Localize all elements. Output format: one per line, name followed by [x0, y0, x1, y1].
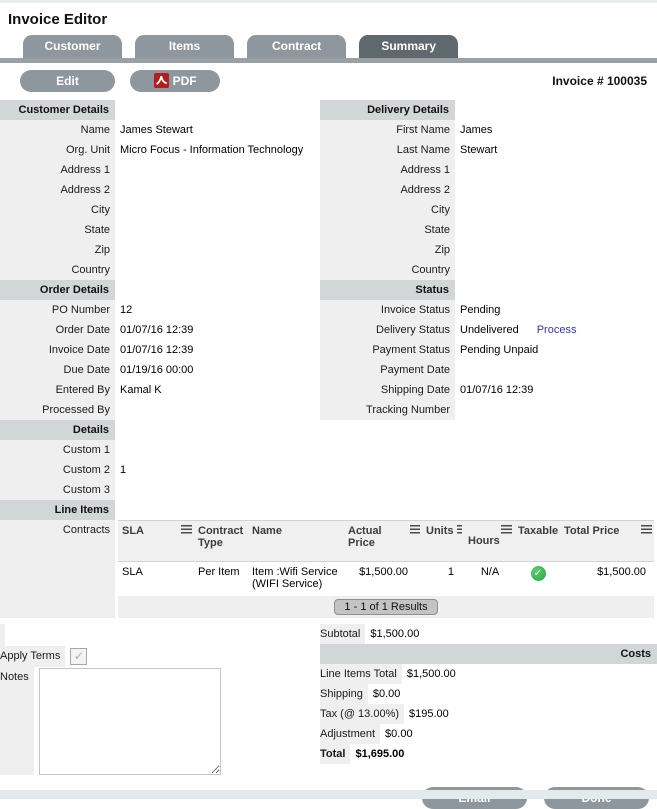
- order-details-header: Order Details: [0, 280, 115, 300]
- cost-row: [320, 744, 657, 764]
- field-label: Custom 1: [0, 440, 115, 460]
- cost-value: $0.00: [385, 728, 413, 740]
- field-row: [0, 260, 318, 280]
- cell-name: Item :Wifi Service (WIFI Service): [248, 562, 344, 595]
- field-row: [0, 200, 318, 220]
- table-row[interactable]: [118, 562, 654, 595]
- field-label: Order Date: [0, 320, 115, 340]
- field-value: 1: [120, 464, 127, 476]
- field-value: [115, 200, 318, 220]
- field-row: [0, 480, 318, 500]
- field-value: 01/07/16 12:39: [120, 344, 194, 356]
- field-value: [455, 160, 657, 180]
- field-label: Name: [0, 120, 115, 140]
- cost-value: $1,500.00: [406, 668, 456, 680]
- field-label: City: [0, 200, 115, 220]
- cost-value: $0.00: [372, 688, 401, 700]
- field-value: 12: [120, 304, 133, 316]
- column-header-name[interactable]: Name: [248, 521, 344, 562]
- cell-contract-type: Per Item: [194, 562, 248, 595]
- tab-items[interactable]: Items: [135, 35, 234, 58]
- field-row: [0, 400, 318, 420]
- pagination-bar: [118, 596, 654, 618]
- field-label: State: [320, 220, 455, 240]
- field-row: [0, 360, 318, 380]
- cost-label: Tax (@ 13.00%): [320, 704, 404, 724]
- delivery-details-header: Delivery Details: [320, 100, 455, 120]
- field-label: Payment Status: [320, 340, 455, 360]
- notes-input[interactable]: [39, 668, 221, 775]
- costs-header: Costs: [320, 644, 657, 664]
- field-row: [0, 340, 318, 360]
- field-label: Entered By: [0, 380, 115, 400]
- field-row: [0, 160, 318, 180]
- notes-row: [0, 667, 318, 782]
- spacer-row: [0, 624, 318, 646]
- field-value: [115, 240, 318, 260]
- field-label: Payment Date: [320, 360, 455, 380]
- field-value-text: Pending: [460, 304, 501, 316]
- field-label: Address 1: [320, 160, 455, 180]
- field-value: [455, 380, 657, 400]
- process-link[interactable]: Process: [536, 324, 577, 336]
- sort-icon[interactable]: [641, 525, 652, 535]
- field-value: [455, 260, 657, 280]
- cell-actual-price: $1,500.00: [344, 562, 422, 595]
- status-rows: [320, 300, 657, 420]
- results-count: 1 - 1 of 1 Results: [334, 599, 437, 615]
- field-row: [320, 160, 657, 180]
- field-row: [320, 220, 657, 240]
- column-header-total-price[interactable]: Total Price: [560, 521, 654, 562]
- field-value: Kamal K: [120, 384, 162, 396]
- field-label: Due Date: [0, 360, 115, 380]
- status-header: Status: [320, 280, 455, 300]
- cell-units: 1: [422, 562, 464, 595]
- column-header-taxable[interactable]: Taxable: [514, 521, 560, 562]
- sort-icon[interactable]: [181, 525, 192, 535]
- field-row: [320, 400, 657, 420]
- field-label: Custom 3: [0, 480, 115, 500]
- field-value: [455, 300, 657, 320]
- field-value-text: Pending Unpaid: [460, 344, 539, 356]
- cost-label: Adjustment: [320, 724, 380, 744]
- sort-icon[interactable]: [410, 525, 420, 535]
- subtotal-row: [320, 624, 657, 644]
- field-label: Country: [0, 260, 115, 280]
- field-label: Address 1: [0, 160, 115, 180]
- column-header-hours[interactable]: Hours: [464, 521, 514, 562]
- field-value: [115, 160, 318, 180]
- tab-customer[interactable]: Customer: [23, 35, 122, 58]
- cost-label: Line Items Total: [320, 664, 402, 684]
- field-label: Zip: [320, 240, 455, 260]
- field-value: [455, 200, 657, 220]
- pdf-icon: [154, 73, 169, 88]
- edit-button[interactable]: Edit: [20, 70, 115, 92]
- field-label: Org. Unit: [0, 140, 115, 160]
- field-label: City: [320, 200, 455, 220]
- field-row: [320, 300, 657, 320]
- order-details-rows: [0, 300, 318, 420]
- column-header-contract-type[interactable]: Contract Type: [194, 521, 248, 562]
- toolbar: [0, 63, 657, 100]
- page-title: Invoice Editor: [8, 11, 108, 28]
- field-value-text: Undelivered: [460, 324, 519, 336]
- tab-summary[interactable]: Summary: [359, 35, 458, 58]
- field-value: 01/07/16 12:39: [120, 324, 194, 336]
- field-label: Custom 2: [0, 460, 115, 480]
- line-items-body: [0, 520, 657, 618]
- field-value: [455, 240, 657, 260]
- field-row: [0, 220, 318, 240]
- cell-sla: SLA: [118, 562, 194, 595]
- details-header: Details: [0, 420, 115, 440]
- cost-value: $195.00: [409, 708, 449, 720]
- cost-value: $1,695.00: [355, 748, 405, 760]
- subtotal-label: Subtotal: [320, 624, 365, 644]
- tab-contract[interactable]: Contract: [247, 35, 346, 58]
- field-row: [320, 360, 657, 380]
- field-row: [0, 460, 318, 480]
- field-value: [455, 180, 657, 200]
- subtotal-value: $1,500.00: [370, 628, 420, 640]
- field-row: [0, 120, 318, 140]
- contracts-table: [118, 520, 654, 594]
- field-row: [320, 320, 657, 340]
- contracts-table-area: [118, 520, 657, 618]
- delivery-details-rows: [320, 120, 657, 280]
- field-value: 01/19/16 00:00: [120, 364, 194, 376]
- cost-row: [320, 684, 657, 704]
- field-label: Invoice Status: [320, 300, 455, 320]
- field-row: [320, 200, 657, 220]
- field-label: Address 2: [0, 180, 115, 200]
- field-value: [115, 400, 318, 420]
- check-circle-icon: [531, 566, 546, 581]
- invoice-number: Invoice # 100035: [552, 74, 647, 88]
- field-value: Stewart: [460, 144, 498, 156]
- bottom-right: [320, 624, 657, 782]
- field-row: [320, 260, 657, 280]
- field-label: Address 2: [320, 180, 455, 200]
- sort-icon[interactable]: [501, 525, 512, 535]
- left-column: [0, 100, 318, 500]
- field-label: Processed By: [0, 400, 115, 420]
- field-value: [455, 320, 657, 340]
- field-label: Country: [320, 260, 455, 280]
- bottom-strip: [0, 790, 657, 799]
- column-header-sla[interactable]: SLA: [118, 521, 194, 562]
- field-label: Zip: [0, 240, 115, 260]
- field-label: First Name: [320, 120, 455, 140]
- field-row: [0, 300, 318, 320]
- field-value: [455, 360, 657, 380]
- field-value: [115, 260, 318, 280]
- field-label: State: [0, 220, 115, 240]
- table-header-row: [118, 521, 654, 562]
- apply-terms-row: [0, 646, 318, 667]
- field-row: [0, 380, 318, 400]
- cost-label: Total: [320, 744, 350, 764]
- field-value: [115, 220, 318, 240]
- field-row: [320, 380, 657, 400]
- apply-terms-label: Apply Terms: [0, 646, 65, 667]
- field-value: Micro Focus - Information Technology: [120, 144, 304, 156]
- pdf-button-label: PDF: [172, 74, 197, 88]
- costs-rows: [320, 664, 657, 764]
- cost-label: Shipping: [320, 684, 368, 704]
- contracts-label: Contracts: [0, 520, 115, 618]
- field-label: Tracking Number: [320, 400, 455, 420]
- field-row: [320, 340, 657, 360]
- field-row: [0, 180, 318, 200]
- column-header-units[interactable]: Units: [422, 521, 464, 562]
- tab-bar: [0, 35, 657, 63]
- field-value-text: 01/07/16 12:39: [460, 384, 534, 396]
- cell-taxable: [514, 562, 560, 595]
- field-row: [320, 180, 657, 200]
- details-rows: [0, 440, 318, 500]
- cell-total-price: $1,500.00: [560, 562, 654, 595]
- right-column: [320, 100, 657, 500]
- field-row: [0, 440, 318, 460]
- field-value: [115, 180, 318, 200]
- field-value: [115, 440, 318, 460]
- customer-details-header: Customer Details: [0, 100, 115, 120]
- cost-row: [320, 704, 657, 724]
- field-row: [0, 320, 318, 340]
- sort-icon[interactable]: [457, 525, 463, 535]
- notes-label: Notes: [0, 667, 34, 775]
- details-columns: [0, 100, 657, 500]
- field-value: [455, 340, 657, 360]
- field-label: Delivery Status: [320, 320, 455, 340]
- field-label: PO Number: [0, 300, 115, 320]
- field-value: [455, 400, 657, 420]
- field-row: [320, 140, 657, 160]
- customer-details-rows: [0, 120, 318, 280]
- pdf-button[interactable]: [130, 70, 220, 92]
- field-value: James: [460, 124, 493, 136]
- field-row: [320, 120, 657, 140]
- field-label: Last Name: [320, 140, 455, 160]
- column-header-actual-price[interactable]: Actual Price: [344, 521, 422, 562]
- field-label: Shipping Date: [320, 380, 455, 400]
- bottom-left: [0, 624, 318, 782]
- field-row: [320, 240, 657, 260]
- field-label: Invoice Date: [0, 340, 115, 360]
- field-value: [455, 220, 657, 240]
- field-row: [0, 140, 318, 160]
- cost-row: [320, 724, 657, 744]
- bottom-area: [0, 624, 657, 782]
- cell-hours: N/A: [464, 562, 514, 595]
- apply-terms-checkbox[interactable]: ✓: [70, 648, 87, 665]
- cost-row: [320, 664, 657, 684]
- line-items-header: Line Items: [0, 500, 115, 520]
- field-value: [115, 480, 318, 500]
- field-row: [0, 240, 318, 260]
- field-value: James Stewart: [120, 124, 193, 136]
